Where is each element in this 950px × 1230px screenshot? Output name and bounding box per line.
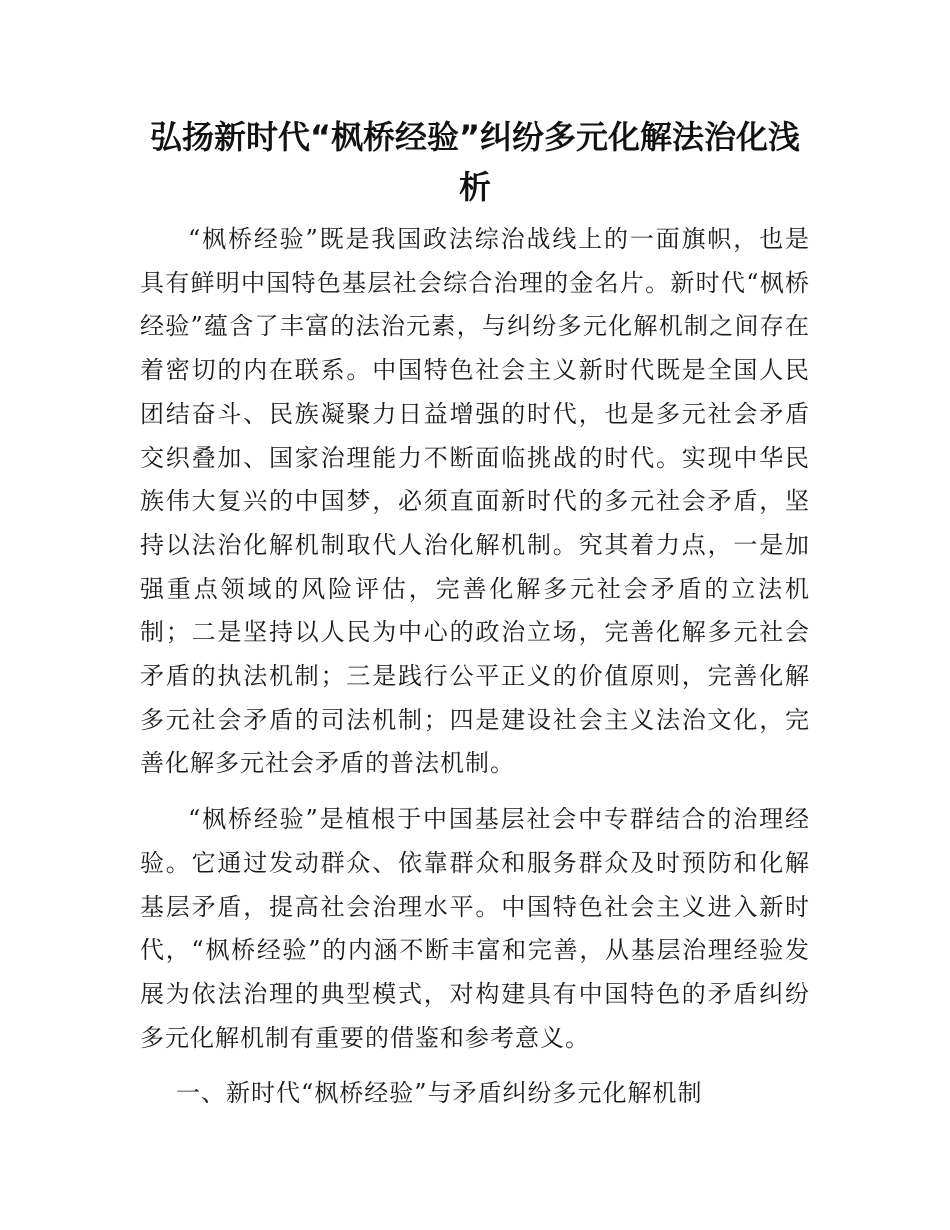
document-body <box>140 218 810 1116</box>
paragraph-background: “枫桥经验”是植根于中国基层社会中专群结合的治理经验。它通过发动群众、依靠群众和服务群众及时预防和化解基层矛盾，提高社会治理水平。中国特色社会主义进入新时代，“枫桥经验”的内涵不断丰富和完善，从基层治理经验发展为依法治理的典型模式，对构建具有中国特色的矛盾纠纷多元化解机制有重要的借鉴和参考意义。 <box>140 805 810 1052</box>
section-heading: 一、新时代“枫桥经验”与矛盾纠纷多元化解机制 <box>176 1079 703 1108</box>
document-title: 弘扬新时代“枫桥经验”纠纷多元化解法治化浅析 <box>149 118 801 206</box>
paragraph-intro: “枫桥经验”既是我国政法综治战线上的一面旗帜，也是具有鲜明中国特色基层社会综合治理的金名片。新时代“枫桥经验”蕴含了丰富的法治元素，与纠纷多元化解机制之间存在着密切的内在联系。中国特色社会主义新时代既是全国人民团结奋斗、民族凝聚力日益增强的时代，也是多元社会矛盾交织叠加、国家治理能力不断面临挑战的时代。实现中华民族伟大复兴的中国梦，必须直面新时代的多元社会矛盾，坚持以法治化解机制取代人治化解机制。究其着力点，一是加强重点领域的风险评估，完善化解多元社会矛盾的立法机制；二是坚持以人民为中心的政治立场，完善化解多元社会矛盾的执法机制；三是践行公平正义的价值原则，完善化解多元社会矛盾的司法机制；四是建设社会主义法治文化，完善化解多元社会矛盾的普法机制。 <box>140 225 810 778</box>
